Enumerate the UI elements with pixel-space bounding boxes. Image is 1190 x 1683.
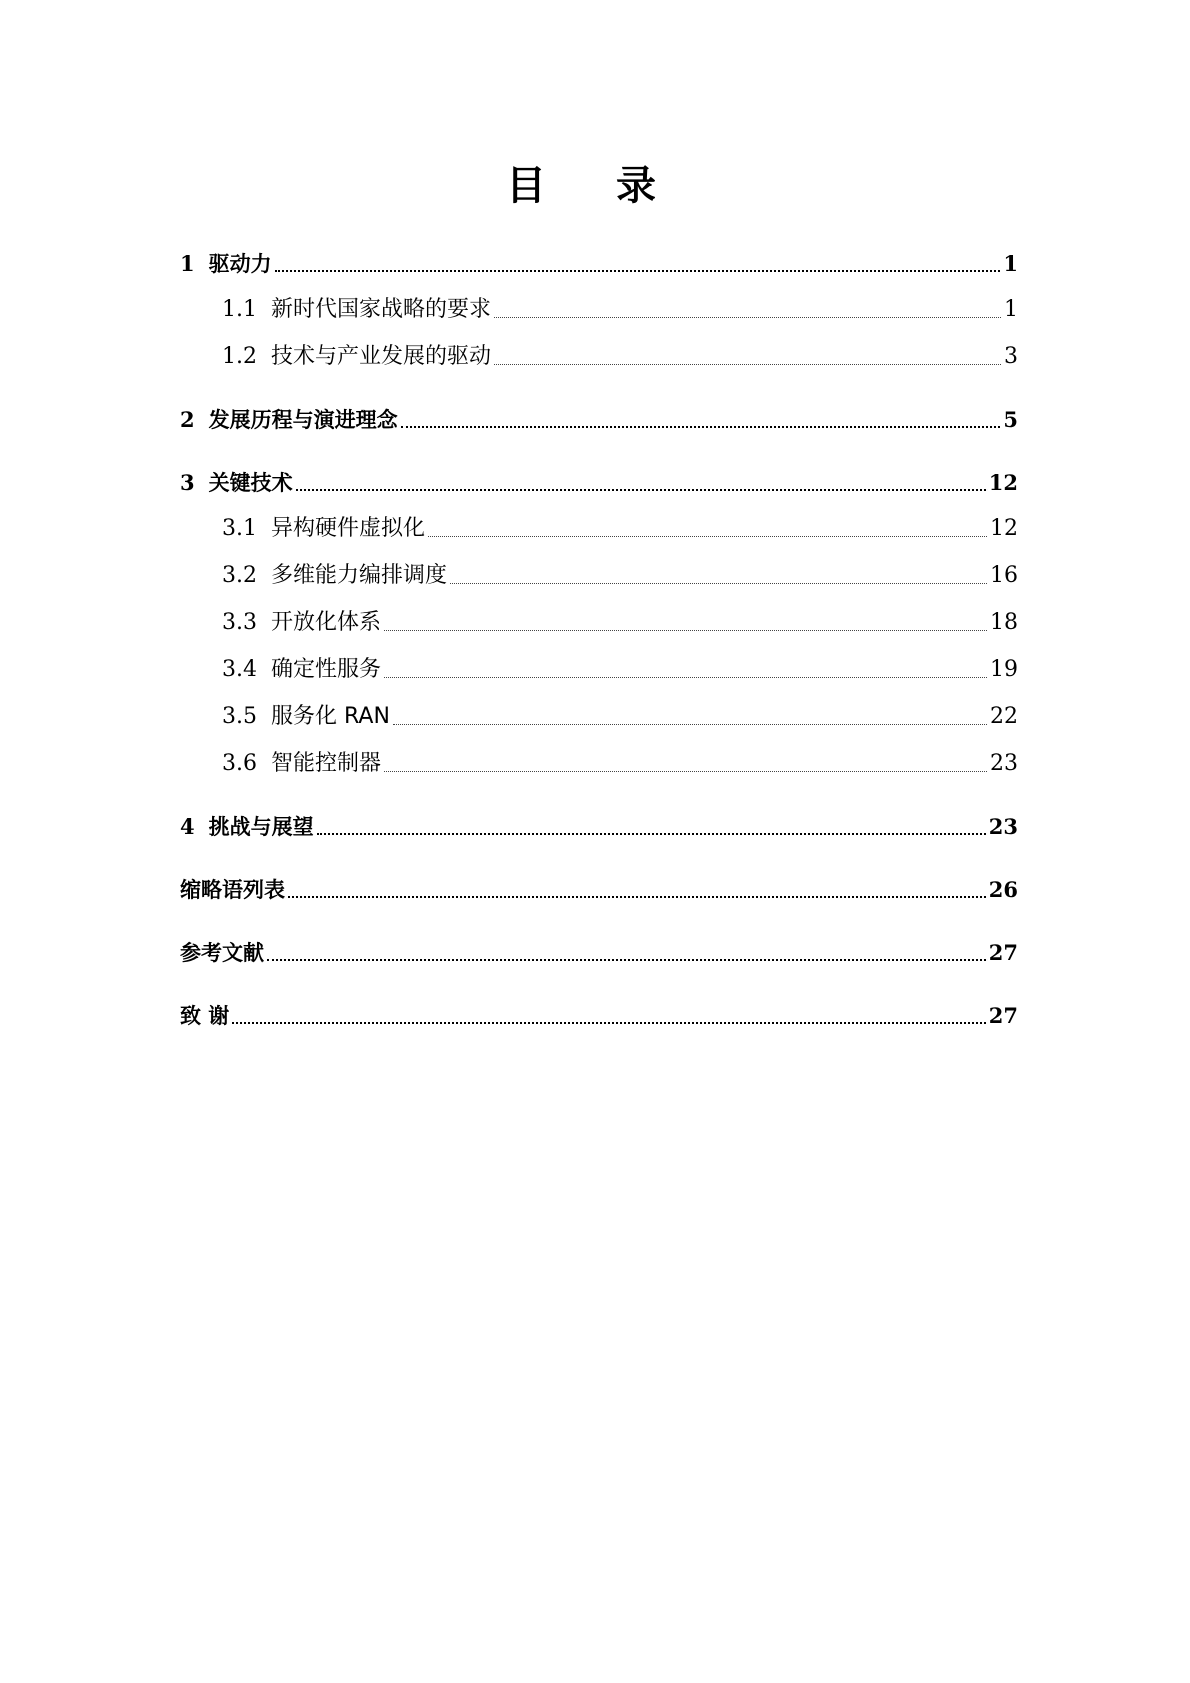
toc-entry-3-1[interactable] — [222, 513, 1018, 545]
toc-entry-title: 服务化 RAN — [271, 704, 390, 729]
toc-dot-leader — [267, 959, 986, 961]
toc-entry-3[interactable] — [180, 467, 1018, 499]
toc-entry-title: 挑战与展望 — [208, 815, 314, 839]
toc-entry-page: 12 — [988, 470, 1018, 495]
toc-entry-page: 26 — [988, 877, 1018, 902]
toc-entry-title: 致 谢 — [180, 1004, 230, 1028]
toc-entry-title: 确定性服务 — [271, 657, 382, 682]
page-title: 目 录 — [506, 163, 684, 209]
toc-entry-title: 缩略语列表 — [180, 878, 285, 902]
toc-entry-title: 技术与产业发展的驱动 — [271, 344, 492, 369]
toc-entry-page: 18 — [990, 610, 1018, 635]
toc-entry-3-3[interactable] — [222, 607, 1018, 639]
toc-entry-title: 多维能力编排调度 — [271, 563, 448, 588]
toc-entry-number: 3.2 — [222, 563, 257, 588]
toc-dot-leader — [384, 677, 987, 678]
toc-entry-title: 发展历程与演进理念 — [208, 408, 398, 432]
toc-dot-leader — [296, 489, 986, 491]
toc-dot-leader — [494, 317, 1001, 318]
toc-entry-number: 3 — [180, 470, 195, 495]
toc-entry-2[interactable] — [180, 404, 1018, 436]
toc-entry-number: 3.1 — [222, 516, 257, 541]
toc-entry-title: 新时代国家战略的要求 — [271, 297, 492, 322]
toc-entry-number: 3.5 — [222, 704, 257, 729]
toc-entry-page: 27 — [988, 1003, 1018, 1028]
toc-entry-page: 12 — [990, 516, 1018, 541]
toc-entry-page: 5 — [1003, 407, 1018, 432]
toc-entry-3-2[interactable] — [222, 560, 1018, 592]
toc-entry-page: 22 — [990, 704, 1018, 729]
toc-dot-leader — [232, 1022, 985, 1024]
toc-entry-number: 4 — [180, 814, 195, 839]
toc-entry-3-5[interactable] — [222, 701, 1018, 733]
toc-entry-title: 智能控制器 — [271, 751, 382, 776]
toc-entry-page: 27 — [988, 940, 1018, 965]
toc-dot-leader — [428, 536, 987, 537]
toc-entry-title: 异构硬件虚拟化 — [271, 516, 426, 541]
toc-entry-number: 3.3 — [222, 610, 257, 635]
toc-entry-3-4[interactable] — [222, 654, 1018, 686]
toc-entry-references[interactable] — [180, 937, 1018, 969]
toc-entry-title: 驱动力 — [208, 252, 272, 276]
toc-dot-leader — [450, 583, 987, 584]
toc-dot-leader — [494, 364, 1001, 365]
toc-entry-number: 1.1 — [222, 297, 257, 322]
toc-entry-page: 16 — [990, 563, 1018, 588]
toc-dot-leader — [384, 771, 987, 772]
toc-entry-page: 1 — [1004, 297, 1018, 322]
toc-entry-acknowledgements[interactable] — [180, 1000, 1018, 1032]
toc-entry-page: 1 — [1003, 251, 1018, 276]
toc-entry-1-1[interactable] — [222, 294, 1018, 326]
toc-entry-number: 1.2 — [222, 344, 257, 369]
toc-entry-title: 关键技术 — [208, 471, 293, 495]
toc-dot-leader — [384, 630, 987, 631]
toc-dot-leader — [317, 833, 986, 835]
toc-entry-page: 23 — [988, 814, 1018, 839]
toc-dot-leader — [401, 426, 1001, 428]
toc-entry-page: 19 — [990, 657, 1018, 682]
toc-entry-number: 2 — [180, 407, 195, 432]
toc-entry-abbreviations[interactable] — [180, 874, 1018, 906]
toc-dot-leader — [288, 896, 986, 898]
toc-entry-title: 开放化体系 — [271, 610, 382, 635]
toc-dot-leader — [275, 270, 1001, 272]
toc-entry-number: 3.6 — [222, 751, 257, 776]
toc-entry-1-2[interactable] — [222, 341, 1018, 373]
toc-entry-number: 3.4 — [222, 657, 257, 682]
toc-entry-number: 1 — [180, 251, 195, 276]
toc-entry-title: 参考文献 — [180, 941, 264, 965]
toc-entry-page: 3 — [1004, 344, 1018, 369]
toc-dot-leader — [393, 724, 987, 725]
toc-entry-page: 23 — [990, 751, 1018, 776]
toc-entry-3-6[interactable] — [222, 748, 1018, 780]
toc-entry-1[interactable] — [180, 248, 1018, 280]
toc-entry-4[interactable] — [180, 811, 1018, 843]
